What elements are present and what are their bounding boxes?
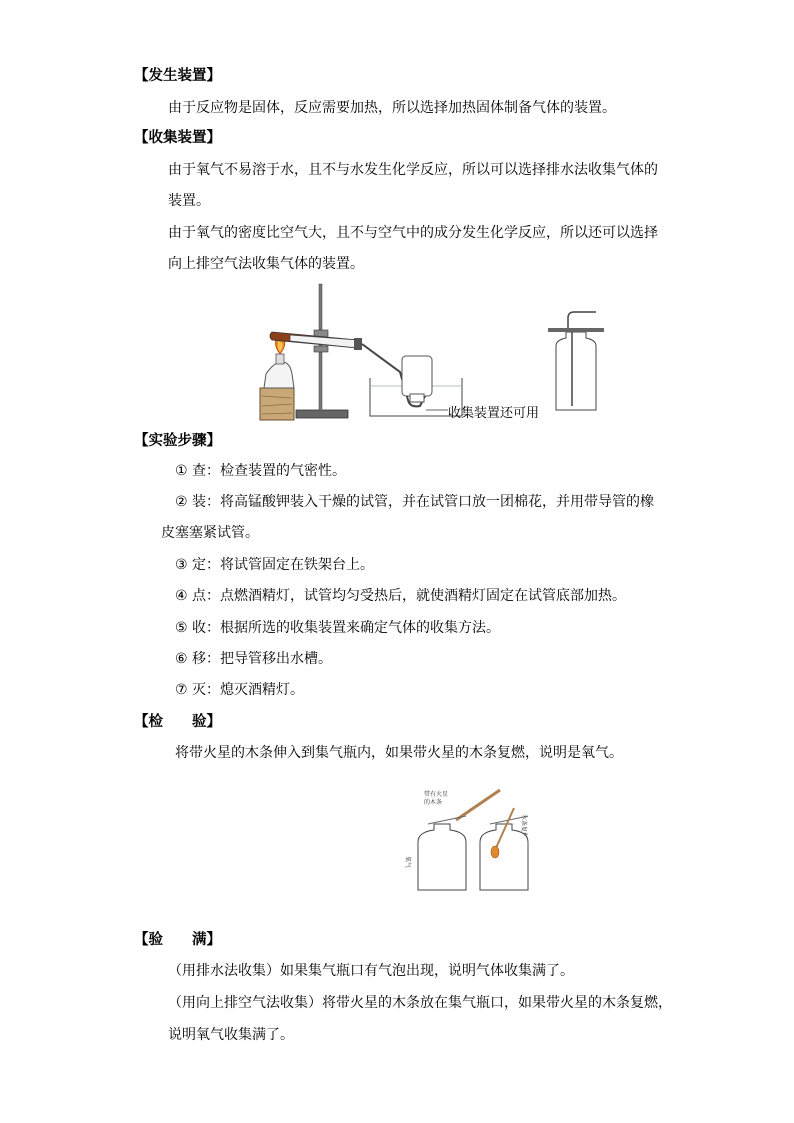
step-4: ④ 点：点燃酒精灯，试管均匀受热后，就使酒精灯固定在试管底部加热。 bbox=[175, 588, 626, 604]
generator-text: 由于反应物是固体，反应需要加热，所以选择加热固体制备气体的装置。 bbox=[168, 100, 616, 116]
step-5: ⑤ 收：根据所选的收集装置来确定气体的收集方法。 bbox=[175, 620, 500, 636]
figure-caption: 收集装置还可用 bbox=[448, 406, 540, 421]
full-line2: （用向上排空气法收集）将带火星的木条放在集气瓶口，如果带火星的木条复燃， bbox=[168, 995, 672, 1011]
fig-label-d: 氧气 bbox=[404, 856, 411, 869]
collector-p1-line2: 装置。 bbox=[168, 193, 210, 209]
fig-label-b: 的木条 bbox=[424, 799, 443, 806]
step-2-line2: 皮塞塞紧试管。 bbox=[161, 525, 259, 541]
step-7: ⑦ 灭：熄灭酒精灯。 bbox=[175, 682, 305, 698]
heading-full: 【验 满】 bbox=[134, 932, 221, 948]
step-6: ⑥ 移：把导管移出水槽。 bbox=[175, 651, 333, 667]
heading-generator: 【发生装置】 bbox=[134, 68, 221, 84]
full-line3: 说明氧气收集满了。 bbox=[168, 1027, 294, 1043]
apparatus-figure bbox=[250, 282, 610, 422]
heading-collector: 【收集装置】 bbox=[134, 130, 221, 146]
full-line1: （用排水法收集）如果集气瓶口有气泡出现，说明气体收集满了。 bbox=[168, 963, 574, 979]
step-2-line1: ② 装：将高锰酸钾装入干燥的试管，并在试管口放一团棉花，并用带导管的橡 bbox=[175, 494, 654, 510]
collector-p2-line1: 由于氧气的密度比空气大，且不与空气中的成分发生化学反应，所以还可以选择 bbox=[168, 225, 658, 241]
test-figure bbox=[404, 786, 544, 898]
fig-label-c: 木条复燃 bbox=[520, 814, 527, 839]
heading-test: 【检 验】 bbox=[134, 714, 221, 730]
test-text: 将带火星的木条伸入到集气瓶内，如果带火星的木条复燃，说明是氧气。 bbox=[175, 745, 623, 761]
gas-jar bbox=[556, 332, 596, 410]
collection-bottle bbox=[402, 356, 432, 396]
jar-left bbox=[418, 824, 466, 890]
step-1: ① 查：检查装置的气密性。 bbox=[175, 463, 347, 479]
heading-steps: 【实验步骤】 bbox=[134, 433, 221, 449]
collector-p1-line1: 由于氧气不易溶于水，且不与水发生化学反应，所以可以选择排水法收集气体的 bbox=[168, 162, 658, 178]
alcohol-lamp bbox=[264, 362, 294, 388]
step-3: ③ 定：将试管固定在铁架台上。 bbox=[175, 557, 375, 573]
jar-right bbox=[480, 824, 528, 890]
collector-p2-line2: 向上排空气法收集气体的装置。 bbox=[168, 256, 364, 272]
fig-label-a: 带有火星 bbox=[424, 791, 449, 798]
